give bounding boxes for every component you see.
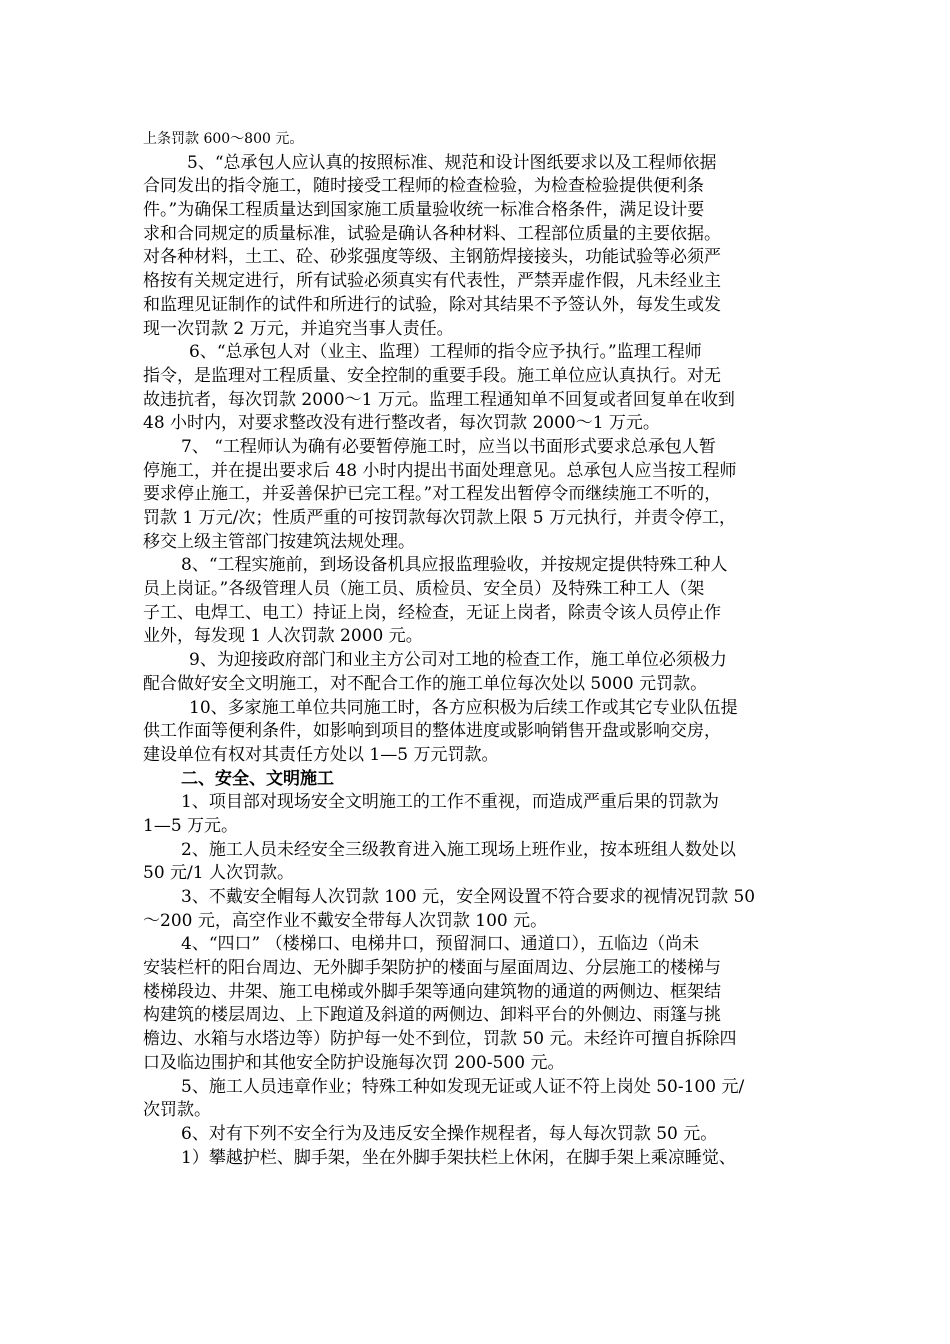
text-line: 6、“总承包人对（业主、监理）工程师的指令应予执行。”监理工程师 (189, 342, 702, 363)
text-line: 业外，每发现 1 人次罚款 2000 元。 (143, 626, 423, 647)
text-line: 指令，是监理对工程质量、安全控制的重要手段。施工单位应认真执行。对无 (143, 365, 721, 386)
text-line: 要求停止施工，并妥善保护已完工程。”对工程发出暂停令而继续施工不听的， (143, 484, 722, 505)
text-line: 移交上级主管部门按建筑法规处理。 (143, 531, 415, 552)
text-line: 1、项目部对现场安全文明施工的工作不重视，而造成严重后果的罚款为 (181, 792, 719, 813)
text-line: 供工作面等便利条件，如影响到项目的整体进度或影响销售开盘或影响交房， (143, 721, 721, 742)
text-line: 9、为迎接政府部门和业主方公司对工地的检查工作，施工单位必须极力 (189, 650, 727, 671)
text-line: 故违抗者，每次罚款 2000～1 万元。监理工程通知单不回复或者回复单在收到 (143, 389, 735, 410)
text-line: 求和合同规定的质量标准，试验是确认各种材料、工程部位质量的主要依据。 (143, 223, 721, 244)
text-line: 上条罚款 600～800 元。 (143, 131, 304, 147)
text-line: 1）攀越护栏、脚手架，坐在外脚手架扶栏上休闲，在脚手架上乘凉睡觉、 (181, 1147, 736, 1168)
text-line: 5、施工人员违章作业；特殊工种如发现无证或人证不符上岗处 50-100 元/ (181, 1076, 745, 1097)
text-line: 1—5 万元。 (143, 815, 239, 836)
text-line: 对各种材料，土工、砼、砂浆强度等级、主钢筋焊接接头，功能试验等必须严 (143, 247, 721, 268)
text-line: 现一次罚款 2 万元，并追究当事人责任。 (143, 318, 454, 339)
text-line: 安装栏杆的阳台周边、无外脚手架防护的楼面与屋面周边、分层施工的楼梯与 (143, 958, 721, 979)
text-line: 子工、电焊工、电工）持证上岗，经检查，无证上岗者，除责令该人员停止作 (143, 602, 721, 623)
text-line: 合同发出的指令施工，随时接受工程师的检查检验，为检查检验提供便利条 (143, 176, 704, 197)
text-line: 2、施工人员未经安全三级教育进入施工现场上班作业，按本班组人数处以 (181, 839, 736, 860)
text-line: 建设单位有权对其责任方处以 1—5 万元罚款。 (143, 744, 499, 765)
text-line: 员上岗证。”各级管理人员（施工员、质检员、安全员）及特殊工种工人（架 (143, 579, 705, 600)
text-line: ～200 元，高空作业不戴安全带每人次罚款 100 元。 (143, 910, 548, 931)
text-line: 和监理见证制作的试件和所进行的试验，除对其结果不予签认外，每发生或发 (143, 294, 721, 315)
text-line: 7、 “工程师认为确有必要暂停施工时，应当以书面形式要求总承包人暂 (181, 436, 716, 457)
text-line: 口及临边围护和其他安全防护设施每次罚 200-500 元。 (143, 1052, 565, 1073)
text-line: 5、“总承包人应认真的按照标准、规范和设计图纸要求以及工程师依据 (187, 152, 717, 173)
text-line: 停施工，并在提出要求后 48 小时内提出书面处理意见。总承包人应当按工程师 (143, 460, 737, 481)
text-line: 10、多家施工单位共同施工时，各方应积极为后续工作或其它专业队伍提 (189, 697, 738, 718)
document-body (143, 128, 811, 1170)
text-line: 4、“四口” （楼梯口、电梯井口，预留洞口、通道口），五临边（尚未 (181, 934, 700, 955)
text-line: 格按有关规定进行，所有试验必须真实有代表性，严禁弄虚作假，凡未经业主 (143, 271, 721, 292)
text-line: 8、“工程实施前，到场设备机具应报监理验收，并按规定提供特殊工种人 (181, 555, 728, 576)
text-line: 檐边、水箱与水塔边等）防护每一处不到位，罚款 50 元。未经许可擅自拆除四 (143, 1029, 737, 1050)
section-heading: 二、安全、文明施工 (181, 768, 334, 789)
text-line: 罚款 1 万元/次；性质严重的可按罚款每次罚款上限 5 万元执行，并责令停工， (143, 508, 736, 528)
text-line: 50 元/1 人次罚款。 (143, 863, 294, 884)
text-line: 48 小时内，对要求整改没有进行整改者，每次罚款 2000～1 万元。 (143, 413, 660, 434)
text-line: 3、不戴安全帽每人次罚款 100 元，安全网设置不符合要求的视情况罚款 50 (181, 887, 756, 907)
text-line: 配合做好安全文明施工，对不配合工作的施工单位每次处以 5000 元罚款。 (143, 673, 708, 694)
text-line: 次罚款。 (143, 1100, 211, 1121)
text-line: 件。”为确保工程质量达到国家施工质量验收统一标准合格条件，满足设计要 (143, 200, 705, 221)
text-line: 楼梯段边、井架、施工电梯或外脚手架等通向建筑物的通道的两侧边、框架结 (143, 981, 721, 1002)
text-line: 构建筑的楼层周边、上下跑道及斜道的两侧边、卸料平台的外侧边、雨篷与挑 (143, 1005, 721, 1026)
text-line: 6、对有下列不安全行为及违反安全操作规程者，每人每次罚款 50 元。 (181, 1123, 718, 1144)
